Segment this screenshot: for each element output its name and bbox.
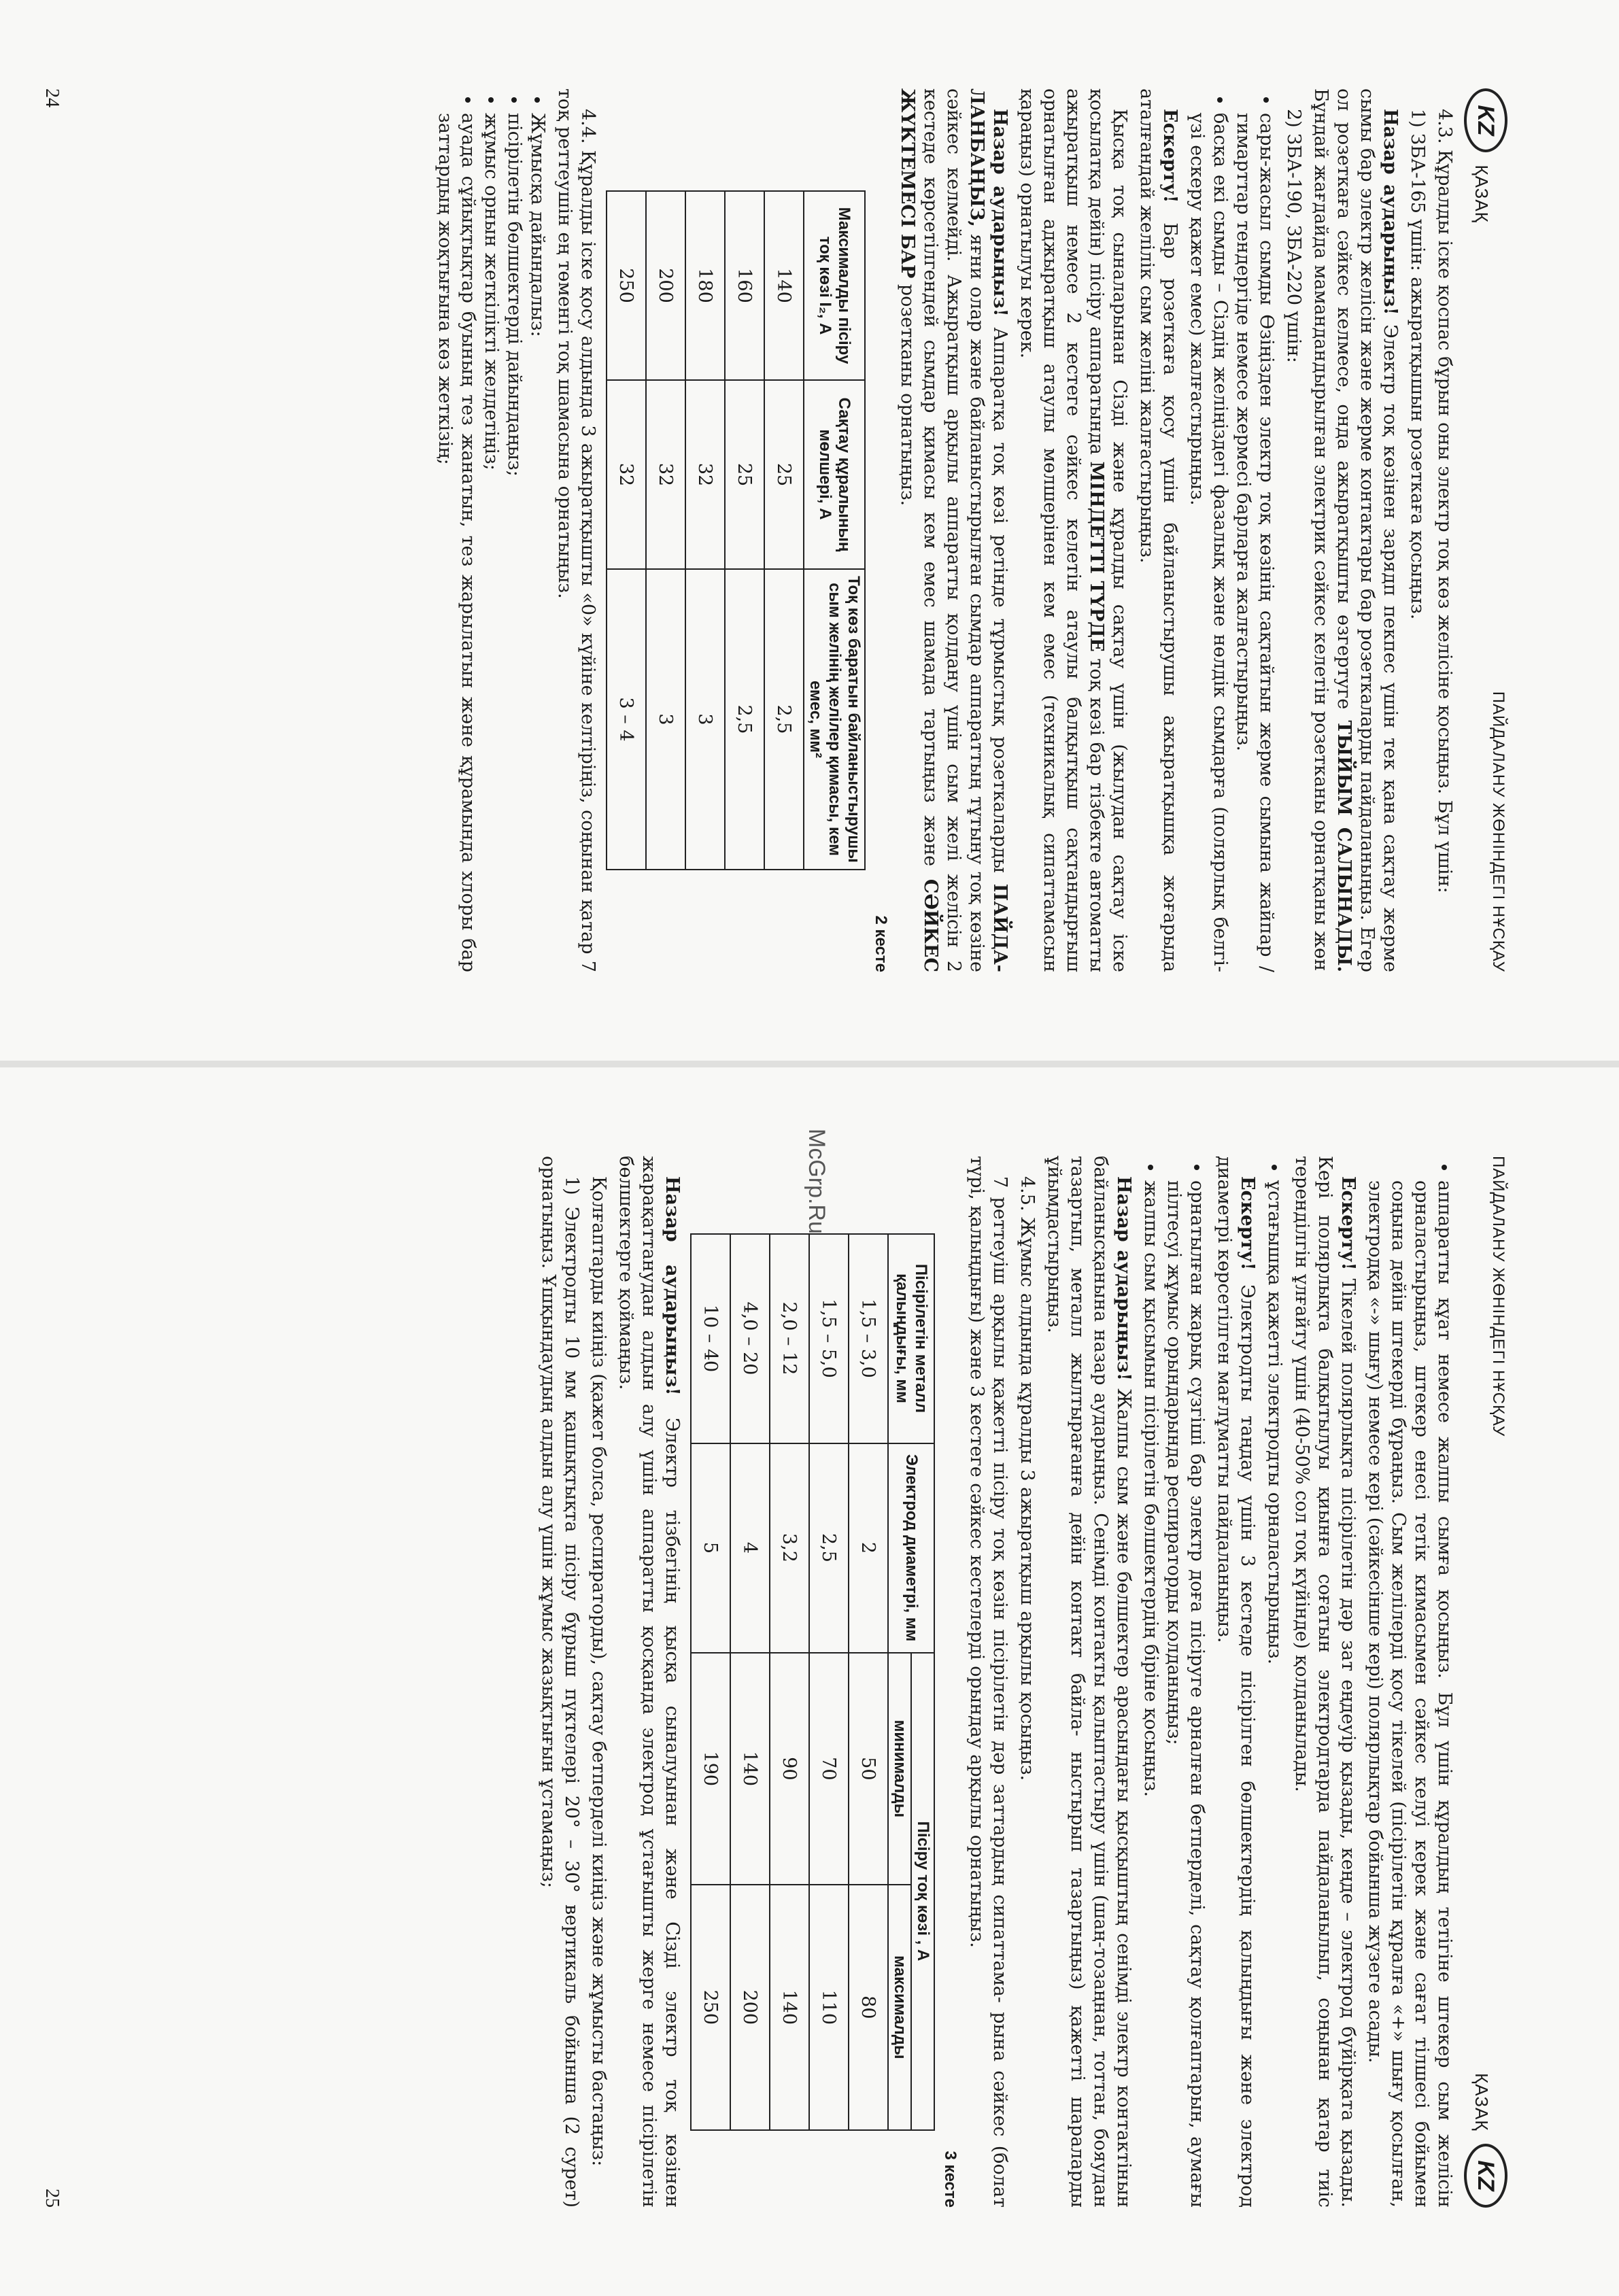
- note-paragraph: [1212, 1156, 1259, 2208]
- table-cell: 250: [691, 1885, 730, 2129]
- column-header: Тоқ көз баратын байланыстырушы сым желінің желілер қимасы, кем емес, мм²: [804, 569, 865, 870]
- list-item: • Жұмысқа дайындалыз:: [526, 113, 549, 972]
- list-item: • жалпы сым қысымын пісірілетін бөлшектердің біріне қосыңыз.: [1139, 1180, 1162, 2208]
- table-row: [646, 191, 685, 870]
- warning-paragraph: [896, 88, 1011, 972]
- table-cell: 90: [770, 1653, 809, 1885]
- table-2: [606, 190, 866, 870]
- warning-paragraph: [614, 1156, 683, 2208]
- list-item: • ауада сұйықтықтар буының тез жанатын, тез жарылатын және құрамында хлоры бар заттардың жоқтығына көз жеткізің;: [433, 113, 479, 972]
- table-cell: 32: [685, 380, 725, 569]
- table-cell: 140: [730, 1653, 770, 1885]
- table-caption: 3 кесте: [941, 2151, 959, 2208]
- text: розетканы орнатыңыз.: [897, 284, 918, 507]
- table-row: [809, 1234, 849, 2130]
- table-row: [730, 1234, 770, 2130]
- warning-label: Назар аударыңыз!: [1380, 109, 1401, 315]
- text: тоқ көзі бар тізбекте автоматты ажыратқыш немесе 2 кестеге сәйкес келетін атаулы балқытқыш сақтандырғыш орнатылған аджыратқыш атаулы мөлшерінен кем емес (техникалық сипаттамасын қараңыз) орнатылуы керек.: [1017, 88, 1107, 972]
- note-text: Тікелей полярлықта пісірілетін дәр зат еңдеуір қызады, кеңде – электрод бүйірқата қызады. Кері полярлықта балқытылуы қиынға соғатын электродтарда пайдаланылып, соңынан қатар тиіс теренділгін ұлғайту үшін (40-50% сол тоқ күйінде) қолданылады.: [1291, 1156, 1359, 2208]
- list-item: • аппаратты құат немесе жалпы сымға қосыңыз. Бұл үшін құралдың тетігіне штекер сым желісін орналастырыңыз, штекер енесі тетік кимасымен сәйкес келуі керек және сағат тілшесі бойымен соңына дейін штекерді бұраңыз. Сым желілерді қосу тікелей (пісірілетін құралға «+» шығу қосылған, электродқа «-» шығу) немесе кері (сәйкесінше кері) полярлықтар бойынша жүзеге асады.: [1363, 1180, 1456, 2208]
- table-cell: 190: [691, 1653, 730, 1885]
- column-header: максималды: [888, 1885, 911, 2129]
- list-item: • орнатылған жарық сүзгіші бар электр доға пісіруге арналған бетперделі, сақтау қолғаптарын, аумағы пілтесуі жұмыс орындарында респираторды қолданыңыз;: [1162, 1180, 1208, 2208]
- warning-text: Жалпы сым және бөлшектер арасындағы қысқыштың сенімді электр контактінын байланысқанына назар аударыңыз. Сенімді контакты қалыптастыру үшін (шаң-тозаңнан, тоттан, бояудан тазартып, металл жылтырағанға дейін контакт байла- ныстырып тазартыңыз) қажетті шараларды ұйымдастырыңыз.: [1044, 1156, 1134, 2208]
- table-cell: 200: [730, 1885, 770, 2129]
- table-cell: 80: [849, 1885, 888, 2129]
- guide-title: ПАЙДАЛАНУ ЖӨНІНДЕГІ НҰСҚАУ: [1489, 691, 1507, 972]
- note-label: Ескерту!: [1337, 1176, 1359, 1271]
- table-cell: 140: [764, 191, 804, 380]
- page-24: [0, 0, 1619, 1061]
- note-text: Электродты таңдау үшін 3 кестеде пісірілген бөлшектердің қалыңдығы және электрод диаметрі көрсетілген мағлұматты пайдаланыңыз.: [1214, 1156, 1258, 2208]
- table-header-row: [804, 191, 865, 870]
- section-4-5: 4.5. Жұмыс алдында құралды 3 ажыратқыш арқылы қосыңыз.: [1017, 1176, 1038, 1781]
- paragraph: Қолғаптарды киіңіз (қажет болса, респираторды), сақтау бетперделі киіңіз және жұмысты бастаңыз:: [588, 1176, 609, 2167]
- warning-tail: Бұндай жағдайда мамандандырылған электрик сәйкес келетін розетканы орнатқаны жөн: [1310, 88, 1331, 972]
- bullet-list: [1263, 1156, 1286, 2208]
- table-cell: 3: [646, 569, 685, 870]
- table-cell: 140: [770, 1885, 809, 2129]
- warning-text: Электр тоқ көзінен зарядп пекпес үшін тек қана сақтау жерме сымы бар электр желісін және жерме контактары бар розеткаларды пайдаланыңыз. Егер ол розеткаға сәйкес келмесе, онда ажыратқышты өзгертуге: [1333, 88, 1401, 972]
- table-cell: 25: [725, 380, 764, 569]
- note-label: Ескерту!: [1237, 1176, 1258, 1271]
- table-cell: 250: [607, 191, 646, 380]
- bullet-list: [1363, 1156, 1456, 2208]
- table-caption: 2 кесте: [872, 915, 890, 972]
- section-4-3: 4.3. Құралды іске қоспас бұрын оны электр тоқ көз желісіне қосыңыз. Бұл үшін:: [1434, 109, 1455, 893]
- column-header: Максималды пісіру тоқ көзі I₂, А: [804, 191, 865, 380]
- column-header: Сақтау құралының мөлшері, А: [804, 380, 865, 569]
- table-cell: 70: [809, 1653, 849, 1885]
- page-number: 25: [41, 2189, 63, 2208]
- text: Аппаратқа тоқ көзі ретінде тұрмыстық розеткаларды: [989, 327, 1010, 873]
- strong-text: ПАЙДА-ЛАНБАҢЫЗ,: [966, 88, 1010, 972]
- text: яғни олар және байланыстырылған сымдар аппараттың тұтыну тоқ көзіне сәйкес келмейді. Ажыратқыш арқылы аппаратты қолдану үшін сым желі желісін 2 кестеде көрсетілгендей сымдар қимасы кем емес шамада тартыңыз және: [920, 88, 987, 972]
- table-cell: 2,5: [725, 569, 764, 870]
- language-label: ҚАЗАҚ: [1471, 165, 1492, 223]
- list-item: • пісірілетін бөлшектерді дайындаңыз;: [502, 113, 526, 972]
- language-label: ҚАЗАҚ: [1471, 2073, 1492, 2131]
- page-header: [1456, 1156, 1517, 2208]
- warning-paragraph: [1042, 1156, 1135, 2208]
- table-cell: 32: [607, 380, 646, 569]
- table-cell: 5: [691, 1443, 730, 1653]
- table-row: [770, 1234, 809, 2130]
- watermark: McGrp.Ru: [804, 1129, 830, 1234]
- guide-title: ПАЙДАЛАНУ ЖӨНІНДЕГІ НҰСҚАУ: [1489, 1156, 1507, 1437]
- table-3: [690, 1233, 935, 2131]
- section-4-4: 4.4. Құралды іске қосу алдында 3 ажыратқышты «0» күйіне келтіріңіз, соңынан қатар 7 тоқ реттеушін ең төменгі тоқ шамасына орнатыңыз.: [554, 88, 598, 972]
- page-gutter: [0, 1061, 1619, 1067]
- warning-label: Назар аударыңыз!: [989, 109, 1010, 317]
- strong-text: СӘЙКЕС ЖҮКТЕМЕСІ БАР: [897, 88, 941, 972]
- table-cell: 1,5 – 5,0: [809, 1234, 849, 1443]
- table-cell: 2,5: [764, 569, 804, 870]
- kz-badge: KZ: [1464, 88, 1507, 152]
- table-cell: 4,0 – 20: [730, 1234, 770, 1443]
- table-cell: 2,0 – 12: [770, 1234, 809, 1443]
- bullet-list: [433, 88, 549, 972]
- table-row: [764, 191, 804, 870]
- kz-badge: KZ: [1464, 2144, 1507, 2208]
- warning-label: Назар аударыңыз!: [662, 1176, 683, 1396]
- group-header: Пісіру тоқ көзі , А: [911, 1653, 934, 2130]
- table-cell: 3,2: [770, 1443, 809, 1653]
- warning-strong: ТЫЙЫМ САЛЫНАДЫ.: [1333, 720, 1354, 972]
- warning-label: Назар аударыңыз!: [1113, 1176, 1134, 1381]
- page-number: 24: [41, 88, 63, 107]
- table-cell: 3 – 4: [607, 569, 646, 870]
- warning-paragraph: [1309, 88, 1401, 972]
- paragraph: 7 реттеуіш арқылы қажетті пісіру тоқ көзін пісірілетін дәр заттардың сипаттама- рына сәйкес (болат түрі, қалыңдығы) және 3 кестеге сәйкес кестелерді орындау арқылы орнатыңыз.: [966, 1156, 1010, 2208]
- table-row: [691, 1234, 730, 2130]
- table-cell: 10 – 40: [691, 1234, 730, 1443]
- text: Қысқа тоқ сыналарынан Сізді және құралды сақтау үшін (жылудан сақтау іске қосылатқа дейін) пісіру аппаратында: [1086, 88, 1130, 972]
- note-paragraph: [1290, 1156, 1359, 2208]
- column-header: минималды: [888, 1653, 911, 1885]
- note-text: Бар розеткаға қосу үшін байланыстырушы ажыратқышқа жоғарыда аталғандай желілік сым желіні жалғастырыңыз.: [1136, 88, 1180, 972]
- paragraph: 1) Электродты 10 мм қашықтықта пісіру бұрыш пүктелері 20° – 30° вертикаль бойынша (2 сурет) орнатыңыз. Ұшқындаудың алдын алу үшін жұмыс жазықтығын ұстамаңыз;: [538, 1156, 582, 2208]
- table-cell: 1,5 – 3,0: [849, 1234, 888, 1443]
- column-header: Пісірілетін металл қалыңдығы, мм: [888, 1234, 934, 1443]
- list-item: • ұстағышқа қажетті электродты орналастырыңыз.: [1263, 1180, 1286, 2208]
- column-header: Электрод диаметрі, мм: [888, 1443, 934, 1653]
- table-cell: 50: [849, 1653, 888, 1885]
- note-paragraph: [1135, 88, 1181, 972]
- table-row: [849, 1234, 888, 2130]
- warning-text: Электр тізбегінің қысқа сыналуынан және Сізді электр тоқ көзінен жарақаттанудан алдын алу үшін аппаратты қосқанда электрод ұстағышты жерге немесе пісірілетін бөлшектерге қоймаңыз.: [615, 1156, 683, 2208]
- list-item: • жұмыс орнын жеткілікті желдетіңіз;: [479, 113, 502, 972]
- bullet-list: [1139, 1156, 1208, 2208]
- table-cell: 110: [809, 1885, 849, 2129]
- table-cell: 25: [764, 380, 804, 569]
- page-25: [0, 1067, 1619, 2296]
- paragraph: [1015, 88, 1131, 972]
- table-cell: 160: [725, 191, 764, 380]
- table-row: [607, 191, 646, 870]
- strong-text: МІНДЕТТІ ТҮРДЕ: [1086, 461, 1107, 652]
- table-cell: 180: [685, 191, 725, 380]
- table-cell: 2: [849, 1443, 888, 1653]
- paragraph: 2) ЗБА-190, ЗБА-220 үшін:: [1283, 109, 1304, 363]
- paragraph: 1) ЗБА-165 үшін: ажыратқышын розеткаға қосыңыз.: [1407, 109, 1428, 620]
- list-item: • басқа екі сымды – Сіздің желіңіздегі фазалық және нөлдік сымдарға (полярлық белгі- үзі ескеру қажет емес) жалғастырыңыз.: [1185, 113, 1231, 972]
- page-header: [1456, 88, 1517, 972]
- table-cell: 200: [646, 191, 685, 380]
- table-cell: 4: [730, 1443, 770, 1653]
- table-cell: 2,5: [809, 1443, 849, 1653]
- table-row: [685, 191, 725, 870]
- note-label: Ескерту!: [1159, 109, 1180, 203]
- table-cell: 3: [685, 569, 725, 870]
- table-row: [725, 191, 764, 870]
- bullet-list: [1185, 88, 1278, 972]
- table-header-row: [911, 1234, 934, 2130]
- table-cell: 32: [646, 380, 685, 569]
- list-item: • сары-жасыл сымды Өзіңізден электр тоқ көзінің сақтайтын жерме сымына жайпар / гимарттар тендергіде немесе жермесі барларға жалғастырыңыз.: [1231, 113, 1278, 972]
